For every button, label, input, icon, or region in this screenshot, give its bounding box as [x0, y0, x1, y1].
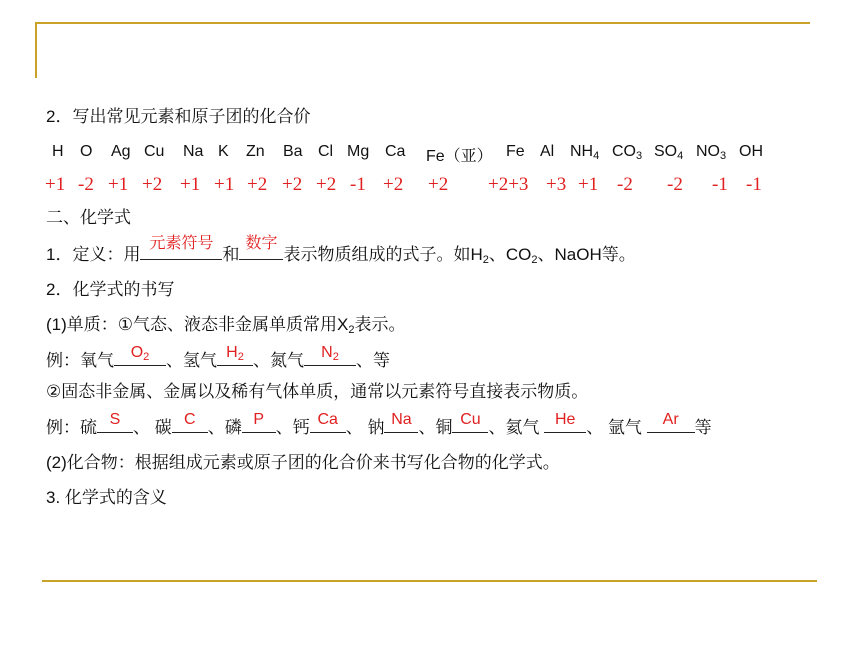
subscript: 3 — [720, 150, 727, 162]
symbol-text: Zn — [246, 143, 265, 160]
symbol-text: O — [80, 143, 93, 160]
blank-answer-2 — [239, 235, 283, 260]
answer-blank — [172, 411, 208, 433]
symbol-text: OH — [739, 143, 763, 160]
symbol-item — [540, 143, 554, 161]
solid-example-line — [46, 411, 712, 439]
symbol-item — [218, 143, 229, 161]
example-label: 例： — [46, 351, 80, 370]
answer-formula — [217, 342, 253, 364]
section-heading: 二、化学式 — [46, 208, 131, 227]
valence-value: +1 — [45, 174, 66, 195]
symbol-item — [696, 143, 726, 161]
valence-value: +1 — [180, 174, 201, 195]
elemental-line — [46, 314, 405, 336]
valence-value: +1 — [108, 174, 129, 195]
subscript: 2 — [531, 254, 538, 266]
answer-symbol: P — [253, 411, 265, 428]
example-label: 例： — [46, 418, 80, 437]
substance-name: 、氮气 — [253, 351, 304, 370]
example-tail: 、等 — [356, 351, 390, 370]
symbol-item — [144, 143, 164, 161]
definition-tail: 、NaOH等。 — [537, 245, 636, 264]
subscript: 2 — [348, 324, 355, 336]
valence-value: -2 — [617, 174, 633, 195]
answer-number: 数字 — [245, 235, 278, 252]
symbol-item — [612, 143, 642, 161]
meaning-heading: 3. 化学式的含义 — [46, 488, 167, 507]
answer-formula — [114, 342, 166, 364]
writing-heading: 2．化学式的书写 — [46, 280, 175, 299]
symbol-text: SO — [654, 143, 678, 160]
formula-text: H — [226, 344, 238, 361]
valence-value: +1 — [214, 174, 235, 195]
subscript: 4 — [677, 150, 684, 162]
answer-element-symbol: 元素符号 — [149, 235, 214, 252]
substance-name: 氧气 — [80, 351, 114, 370]
definition-suffix: 表示物质组成的式子。如H — [283, 245, 483, 264]
valence-value: +2 — [383, 174, 404, 195]
valence-value: -1 — [746, 174, 762, 195]
answer-blank — [242, 411, 276, 433]
symbol-text: K — [218, 143, 229, 160]
substance-name: 硫 — [80, 418, 97, 437]
valence-value: -2 — [78, 174, 94, 195]
subscript: 2 — [482, 254, 489, 266]
symbol-item — [318, 143, 333, 161]
answer-blank — [384, 411, 418, 433]
symbol-text: NO — [696, 143, 720, 160]
symbol-item — [426, 143, 493, 166]
valence-value: +2 — [282, 174, 303, 195]
symbol-item — [183, 143, 203, 161]
subscript: 3 — [636, 150, 643, 162]
answer-symbol: Cu — [460, 411, 481, 428]
substance-name: 、 钠 — [345, 418, 385, 437]
symbol-text: H — [52, 143, 64, 160]
substance-name: 、氢气 — [166, 351, 217, 370]
symbol-text: Ag — [111, 143, 131, 160]
subscript: 2 — [237, 351, 244, 363]
valence-value: -1 — [712, 174, 728, 195]
answer-formula — [304, 342, 356, 364]
symbol-text: Na — [183, 143, 204, 160]
symbol-text: Fe — [506, 143, 525, 160]
subscript: 4 — [593, 150, 600, 162]
symbol-text: Ba — [283, 143, 303, 160]
answer-symbol: He — [554, 411, 576, 428]
answer-symbol: C — [183, 411, 196, 428]
answer-blank — [452, 411, 488, 433]
elemental-prefix: (1)单质：①气态、液态非金属单质常用X — [46, 315, 349, 334]
answer-blank — [304, 344, 356, 366]
definition-sep: 、CO — [488, 245, 532, 264]
symbol-item — [111, 143, 131, 161]
symbol-item — [246, 143, 265, 161]
answer-blank — [647, 411, 695, 433]
symbol-item — [654, 143, 683, 161]
symbol-text: NH — [570, 143, 594, 160]
symbol-text: Ca — [385, 143, 406, 160]
answer-symbol: Na — [391, 411, 412, 428]
definition-prefix: 1．定义：用 — [46, 245, 141, 264]
substance-name: 、 碳 — [133, 418, 172, 437]
valence-value: +1 — [578, 174, 599, 195]
valence-value: +3 — [546, 174, 567, 195]
symbol-item — [283, 143, 303, 161]
valence-value: +2 — [316, 174, 337, 195]
symbol-text: Cl — [318, 143, 334, 160]
symbol-item — [52, 143, 64, 161]
substance-name: 、钙 — [275, 418, 310, 437]
symbol-item — [347, 143, 369, 161]
symbol-item — [385, 143, 405, 161]
valence-value: +2 — [428, 174, 449, 195]
substance-name: 、氦气 — [488, 418, 545, 437]
definition-line — [46, 235, 636, 266]
substance-name: 、铜 — [418, 418, 453, 437]
answer-blank — [310, 411, 346, 433]
formula-text: N — [321, 344, 333, 361]
valence-value: +2 — [142, 174, 163, 195]
answer-symbol: S — [109, 411, 121, 428]
valence-title: 2．写出常见元素和原子团的化合价 — [46, 107, 311, 126]
answer-symbol: Ca — [317, 411, 338, 428]
gas-example-line — [46, 344, 390, 372]
symbol-text: Mg — [347, 143, 370, 160]
frame-left-bar — [35, 22, 37, 78]
symbol-text: Cu — [144, 143, 165, 160]
symbol-text: Al — [540, 143, 555, 160]
subscript: 2 — [332, 351, 339, 363]
definition-mid: 和 — [222, 245, 240, 264]
symbol-item — [739, 143, 763, 161]
frame-top-rule — [35, 22, 810, 24]
compound-rule: (2)化合物：根据组成元素或原子团的化合价来书写化合物的化学式。 — [46, 453, 560, 472]
example-tail: 等 — [694, 418, 712, 437]
valence-value: +2 — [247, 174, 268, 195]
answer-blank — [544, 411, 586, 433]
answer-symbol: Ar — [662, 411, 679, 428]
answer-blank — [217, 344, 253, 366]
elemental-suffix: 表示。 — [354, 315, 406, 334]
valence-value: -1 — [350, 174, 366, 195]
substance-name: 、 氩气 — [586, 418, 647, 437]
answer-blank — [97, 411, 133, 433]
valence-value: +2+3 — [488, 174, 529, 195]
symbol-item — [506, 143, 525, 161]
symbol-item — [570, 143, 599, 161]
substance-name: 、磷 — [207, 418, 242, 437]
symbol-text: Fe（亚） — [426, 148, 493, 165]
symbol-item — [80, 143, 92, 161]
frame-bottom-rule — [42, 580, 817, 582]
solid-rule: ②固态非金属、金属以及稀有气体单质，通常以元素符号直接表示物质。 — [46, 382, 589, 401]
symbol-text: CO — [612, 143, 636, 160]
subscript: 2 — [143, 351, 150, 363]
answer-blank — [114, 344, 166, 366]
formula-text: O — [130, 344, 144, 361]
blank-answer-1 — [140, 235, 222, 260]
valence-value: -2 — [667, 174, 683, 195]
